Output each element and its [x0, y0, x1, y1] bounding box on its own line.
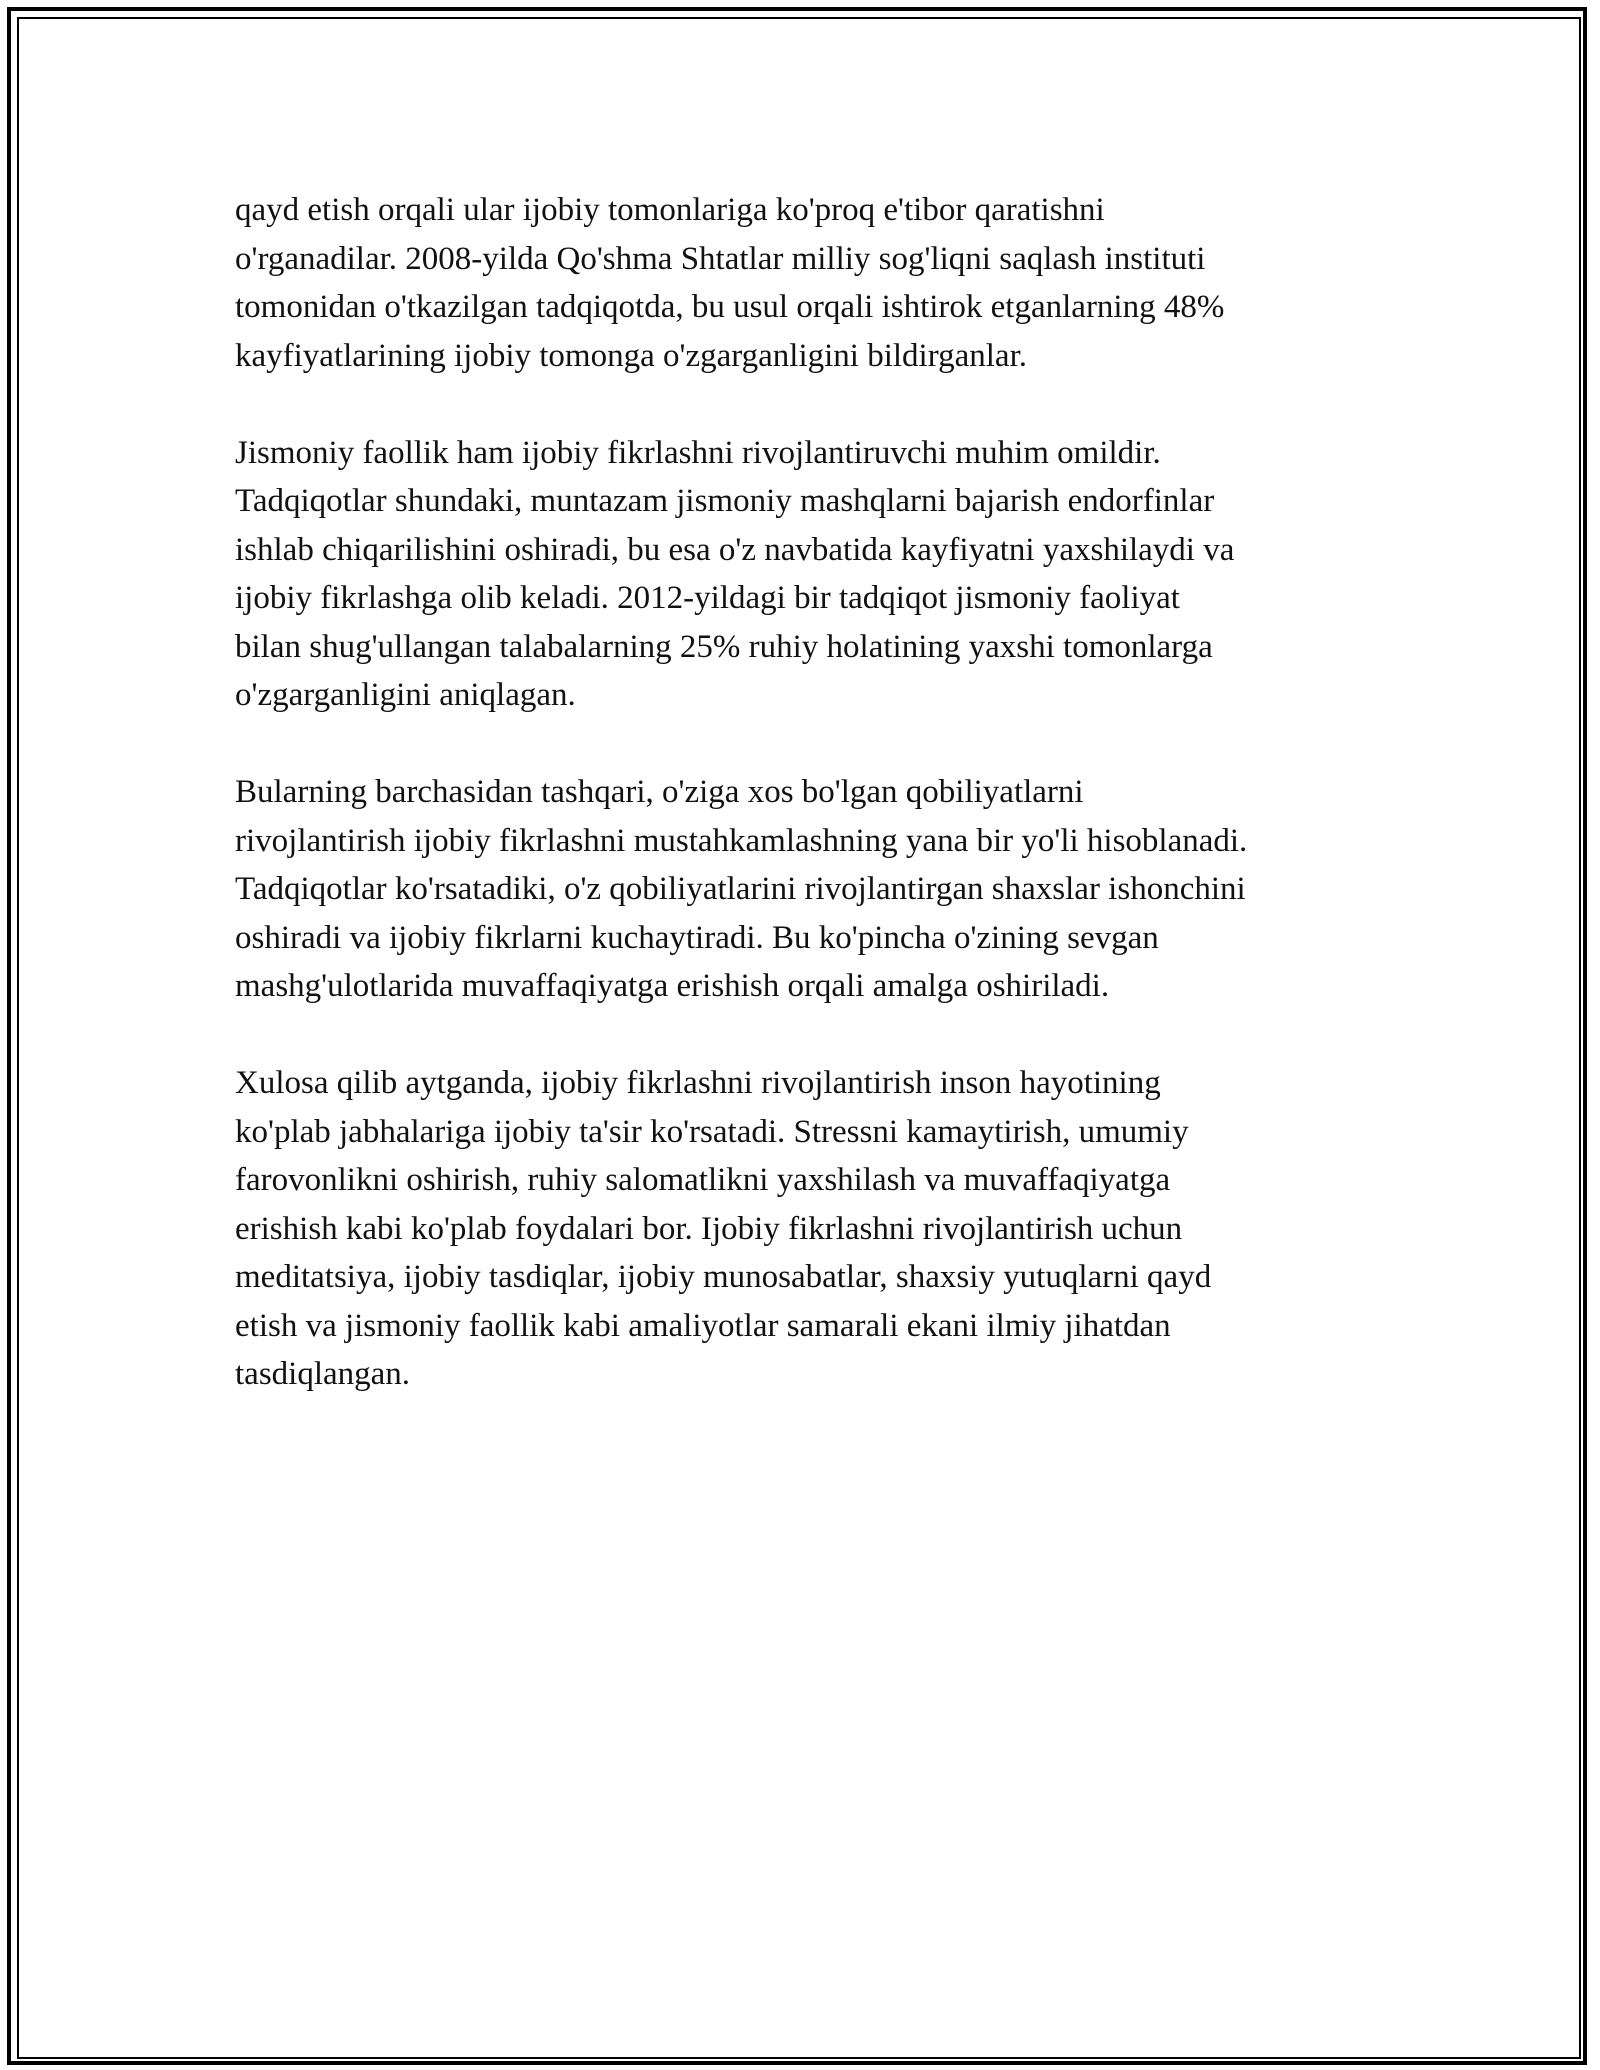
paragraph-3	[235, 768, 1375, 1011]
text-line: mashg'ulotlarida muvaffaqiyatga erishish orqali amalga oshiriladi.	[235, 968, 1110, 1004]
text-line: Tadqiqotlar ko'rsatadiki, o'z qobiliyatlarini rivojlantirgan shaxslar ishonchini	[235, 871, 1246, 907]
text-line: rivojlantirish ijobiy fikrlashni mustahkamlashning yana bir yo'li hisoblanadi.	[235, 822, 1248, 859]
text-line: o'rganadilar. 2008-yilda Qo'shma Shtatlar milliy sog'liqni saqlash instituti	[235, 240, 1206, 277]
text-line: farovonlikni oshirish, ruhiy salomatlikni yaxshilash va muvaffaqiyatga	[235, 1162, 1171, 1198]
text-line: ko'plab jabhalariga ijobiy ta'sir ko'rsatadi. Stressni kamaytirish, umumiy	[235, 1113, 1189, 1150]
paragraph-4	[235, 1059, 1375, 1399]
text-line: Jismoniy faollik ham ijobiy fikrlashni rivojlantiruvchi muhim omildir.	[235, 434, 1161, 471]
paragraph-2	[235, 429, 1375, 720]
text-line: meditatsiya, ijobiy tasdiqlar, ijobiy munosabatlar, shaxsiy yutuqlarni qayd	[235, 1259, 1212, 1295]
text-line: oshiradi va ijobiy fikrlarni kuchaytiradi. Bu ko'pincha o'zining sevgan	[235, 919, 1159, 956]
text-line: qayd etish orqali ular ijobiy tomonlariga ko'proq e'tibor qaratishni	[235, 192, 1105, 228]
text-line: Tadqiqotlar shundaki, muntazam jismoniy mashqlarni bajarish endorfinlar	[235, 483, 1215, 519]
document-body	[235, 186, 1375, 1447]
text-line: Bularning barchasidan tashqari, o'ziga xos bo'lgan qobiliyatlarni	[235, 774, 1084, 810]
paragraph-1	[235, 186, 1375, 380]
text-line: bilan shug'ullangan talabalarning 25% ruhiy holatining yaxshi tomonlarga	[235, 628, 1213, 665]
text-line: kayfiyatlarining ijobiy tomonga o'zgarganligini bildirganlar.	[235, 337, 1027, 374]
text-line: ijobiy fikrlashga olib keladi. 2012-yildagi bir tadqiqot jismoniy faoliyat	[235, 580, 1180, 616]
text-line: Xulosa qilib aytganda, ijobiy fikrlashni rivojlantirish inson hayotining	[235, 1065, 1161, 1101]
text-line: etish va jismoniy faollik kabi amaliyotlar samarali ekani ilmiy jihatdan	[235, 1307, 1171, 1344]
text-line: o'zgarganligini aniqlagan.	[235, 677, 576, 713]
text-line: ishlab chiqarilishini oshiradi, bu esa o'z navbatida kayfiyatni yaxshilaydi va	[235, 531, 1235, 568]
text-line: tomonidan o'tkazilgan tadqiqotda, bu usul orqali ishtirok etganlarning 48%	[235, 289, 1225, 325]
text-line: erishish kabi ko'plab foydalari bor. Ijobiy fikrlashni rivojlantirish uchun	[235, 1210, 1183, 1247]
text-line: tasdiqlangan.	[235, 1356, 411, 1392]
